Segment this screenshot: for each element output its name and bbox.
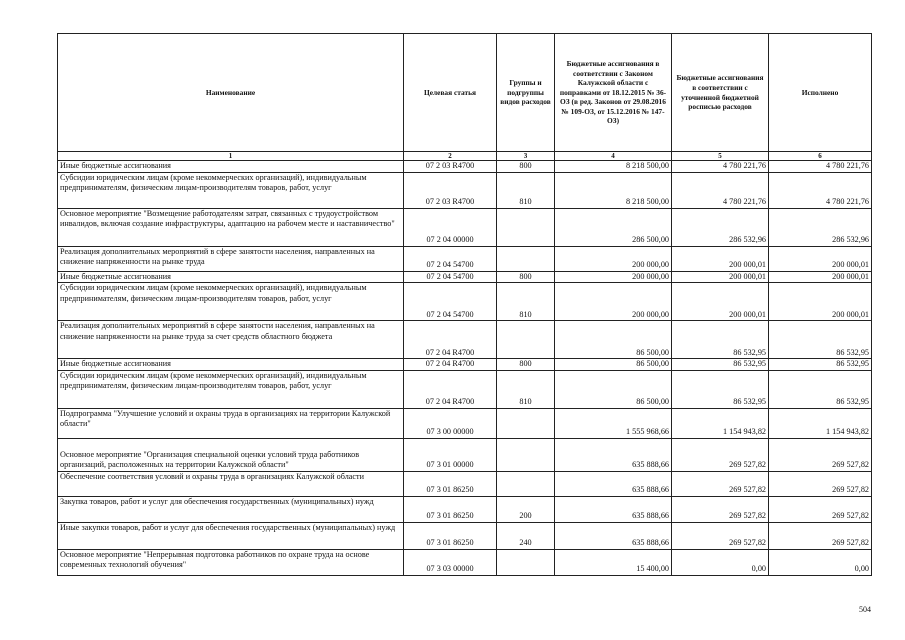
row-name: Закупка товаров, работ и услуг для обеспечения государственных (муниципальных) нужд (58, 496, 404, 522)
row-target-code: 07 3 01 86250 (404, 522, 497, 549)
column-number: 3 (497, 152, 555, 161)
row-revised: 269 527,82 (672, 522, 769, 549)
table-row (58, 208, 872, 246)
row-assigned: 86 500,00 (555, 321, 672, 359)
row-assigned: 635 888,66 (555, 496, 672, 522)
table-row (58, 496, 872, 522)
row-revised: 269 527,82 (672, 496, 769, 522)
header-executed: Исполнено (769, 34, 872, 152)
row-revised: 269 527,82 (672, 471, 769, 496)
table-row (58, 471, 872, 496)
row-target-code: 07 2 03 R4700 (404, 172, 497, 208)
row-executed: 86 532,95 (769, 321, 872, 359)
row-expense-group: 810 (497, 283, 555, 321)
row-expense-group: 800 (497, 271, 555, 283)
row-executed: 269 527,82 (769, 496, 872, 522)
column-number: 5 (672, 152, 769, 161)
row-executed: 269 527,82 (769, 522, 872, 549)
row-revised: 4 780 221,76 (672, 161, 769, 173)
row-revised: 86 532,95 (672, 321, 769, 359)
row-revised: 86 532,95 (672, 370, 769, 408)
row-assigned: 286 500,00 (555, 208, 672, 246)
row-revised: 200 000,01 (672, 283, 769, 321)
row-target-code: 07 3 03 00000 (404, 549, 497, 575)
row-expense-group: 810 (497, 172, 555, 208)
row-executed: 86 532,95 (769, 370, 872, 408)
table-row (58, 283, 872, 321)
row-expense-group: 240 (497, 522, 555, 549)
row-name: Иные бюджетные ассигнования (58, 359, 404, 371)
row-name: Подпрограмма "Улучшение условий и охраны труда в организациях на территории Калужской области" (58, 408, 404, 438)
row-expense-group (497, 321, 555, 359)
row-target-code: 07 3 01 86250 (404, 496, 497, 522)
table-row (58, 359, 872, 371)
row-target-code: 07 2 03 R4700 (404, 161, 497, 173)
column-number: 1 (58, 152, 404, 161)
row-revised: 86 532,95 (672, 359, 769, 371)
row-expense-group: 810 (497, 370, 555, 408)
row-name: Субсидии юридическим лицам (кроме некоммерческих организаций), индивидуальным предпринимателям, физическим лицам-производителям товаров, работ, услуг (58, 172, 404, 208)
column-number: 4 (555, 152, 672, 161)
table-row (58, 271, 872, 283)
row-expense-group: 200 (497, 496, 555, 522)
column-number-row (58, 152, 872, 161)
row-name: Основное мероприятие "Возмещение работодателям затрат, связанных с трудоустройством инвалидов, включая создание инфраструктуры, адаптацию на рабочем месте и наставничество" (58, 208, 404, 246)
row-executed: 0,00 (769, 549, 872, 575)
row-assigned: 86 500,00 (555, 370, 672, 408)
row-expense-group (497, 471, 555, 496)
row-name: Реализация дополнительных мероприятий в сфере занятости населения, направленных на снижение напряженности на рынке труда за счет средств областного бюджета (58, 321, 404, 359)
row-expense-group: 800 (497, 359, 555, 371)
row-assigned: 200 000,00 (555, 283, 672, 321)
row-revised: 269 527,82 (672, 438, 769, 471)
table-row (58, 161, 872, 173)
header-row (58, 34, 872, 152)
row-name: Реализация дополнительных мероприятий в сфере занятости населения, направленных на снижение напряженности на рынке труда (58, 246, 404, 271)
table-row (58, 370, 872, 408)
table-row (58, 438, 872, 471)
table-row (58, 321, 872, 359)
table-row (58, 172, 872, 208)
row-executed: 4 780 221,76 (769, 172, 872, 208)
row-target-code: 07 2 04 54700 (404, 246, 497, 271)
table-row (58, 549, 872, 575)
row-name: Основное мероприятие "Организация специальной оценки условий труда работников организаций, расположенных на территории Калужской области" (58, 438, 404, 471)
row-executed: 269 527,82 (769, 471, 872, 496)
row-name: Субсидии юридическим лицам (кроме некоммерческих организаций), индивидуальным предпринимателям, физическим лицам-производителям товаров, работ, услуг (58, 370, 404, 408)
row-executed: 200 000,01 (769, 271, 872, 283)
row-expense-group: 800 (497, 161, 555, 173)
column-number: 2 (404, 152, 497, 161)
row-target-code: 07 2 04 54700 (404, 271, 497, 283)
row-name: Иные бюджетные ассигнования (58, 161, 404, 173)
row-expense-group (497, 208, 555, 246)
page-number: 504 (859, 605, 871, 614)
column-number: 6 (769, 152, 872, 161)
header-expense-groups: Группы и подгруппы видов расходов (497, 34, 555, 152)
row-name: Обеспечение соответствия условий и охраны труда в организациях Калужской области (58, 471, 404, 496)
row-executed: 286 532,96 (769, 208, 872, 246)
row-executed: 200 000,01 (769, 283, 872, 321)
table-row (58, 408, 872, 438)
row-assigned: 1 555 968,66 (555, 408, 672, 438)
row-target-code: 07 3 00 00000 (404, 408, 497, 438)
row-expense-group (497, 246, 555, 271)
row-target-code: 07 2 04 R4700 (404, 359, 497, 371)
row-target-code: 07 2 04 00000 (404, 208, 497, 246)
header-revised-assignments: Бюджетные ассигнования в соответствии с уточненной бюджетной росписью расходов (672, 34, 769, 152)
row-assigned: 8 218 500,00 (555, 172, 672, 208)
row-revised: 200 000,01 (672, 246, 769, 271)
row-assigned: 635 888,66 (555, 471, 672, 496)
row-revised: 0,00 (672, 549, 769, 575)
row-assigned: 635 888,66 (555, 522, 672, 549)
header-name: Наименование (58, 34, 404, 152)
row-expense-group (497, 438, 555, 471)
row-assigned: 200 000,00 (555, 271, 672, 283)
row-revised: 4 780 221,76 (672, 172, 769, 208)
table-row (58, 522, 872, 549)
row-executed: 4 780 221,76 (769, 161, 872, 173)
row-name: Иные закупки товаров, работ и услуг для обеспечения государственных (муниципальных) нужд (58, 522, 404, 549)
row-name: Субсидии юридическим лицам (кроме некоммерческих организаций), индивидуальным предпринимателям, физическим лицам-производителям товаров, работ, услуг (58, 283, 404, 321)
row-assigned: 635 888,66 (555, 438, 672, 471)
row-executed: 200 000,01 (769, 246, 872, 271)
row-revised: 286 532,96 (672, 208, 769, 246)
row-assigned: 8 218 500,00 (555, 161, 672, 173)
row-assigned: 200 000,00 (555, 246, 672, 271)
row-target-code: 07 2 04 54700 (404, 283, 497, 321)
row-assigned: 15 400,00 (555, 549, 672, 575)
row-executed: 86 532,95 (769, 359, 872, 371)
header-target-article: Целевая статья (404, 34, 497, 152)
table-row (58, 246, 872, 271)
row-target-code: 07 3 01 00000 (404, 438, 497, 471)
budget-table (57, 33, 872, 576)
row-target-code: 07 2 04 R4700 (404, 370, 497, 408)
row-executed: 1 154 943,82 (769, 408, 872, 438)
row-target-code: 07 2 04 R4700 (404, 321, 497, 359)
row-name: Основное мероприятие "Непрерывная подготовка работников по охране труда на основе современных технологий обучения" (58, 549, 404, 575)
row-target-code: 07 3 01 86250 (404, 471, 497, 496)
row-revised: 200 000,01 (672, 271, 769, 283)
row-expense-group (497, 408, 555, 438)
row-name: Иные бюджетные ассигнования (58, 271, 404, 283)
row-executed: 269 527,82 (769, 438, 872, 471)
row-expense-group (497, 549, 555, 575)
row-revised: 1 154 943,82 (672, 408, 769, 438)
row-assigned: 86 500,00 (555, 359, 672, 371)
header-budget-assignments: Бюджетные ассигнования в соответствии с Законом Калужской области с поправками от 18.12.2015 № 36-ОЗ (в ред. Законов от 29.08.2016 № 109-ОЗ, от 15.12.2016 № 147-ОЗ) (555, 34, 672, 152)
